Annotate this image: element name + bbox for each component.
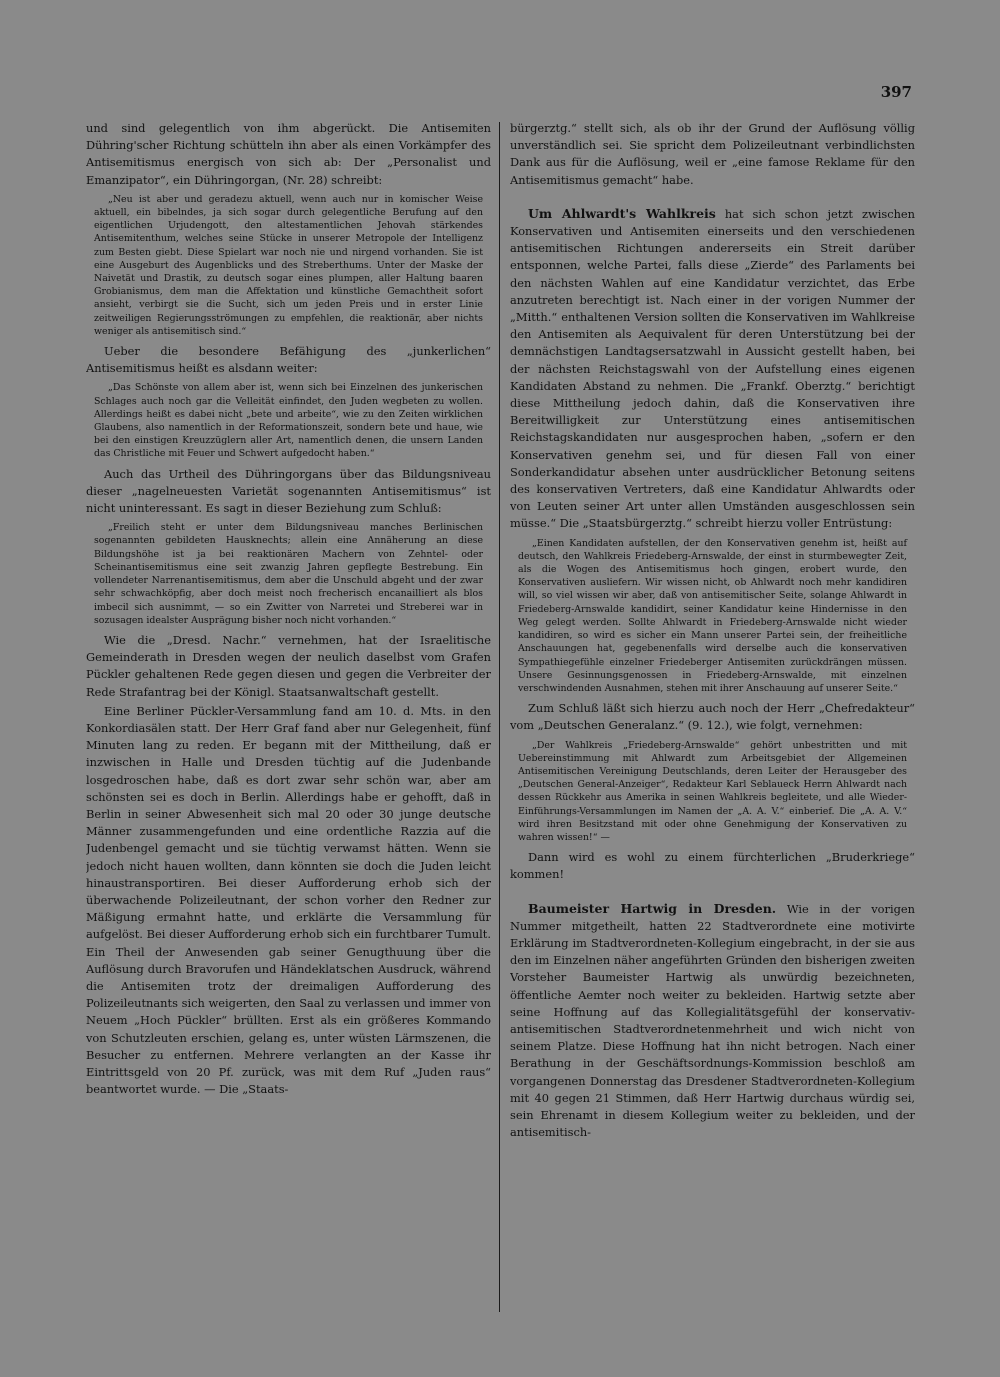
paragraph: Auch das Urtheil des Dühringorgans über das Bildungsniveau dieser „nagelneuesten Varietät sogenannten Antisemitismus“ ist nicht uninteressant. Es sagt in dieser Beziehung zum Schluß: xyxy=(86,466,491,516)
block-quote: „Neu ist aber und geradezu aktuell, wenn auch nur in komischer Weise aktuell, ein bibelndes, ja sich sogar durch gelegentliche Berufung auf den eigentlichen Urjudengott, den altestamentlichen Jehovah stärkendes Antisemitenthum, welches seine Stücke in unserer Metropole der Intelligenz zum Besten giebt. Diese Spielart war noch nie und nirgend vorhanden. Sie ist eine Ausgeburt des Augenblicks und des Streberthums. Unter der Maske der Naivetät und Drastik, zu deutsch sogar eines plumpen, aller Haltung baaren Grobianismus, dem man die Affektation und künstliche Gemachtheit sofort ansieht, verbirgt sie die Sucht, sich um jeden Preis und in erster Linie zeitweiligen Regierungsströmungen zu empfehlen, die reaktionär, aber nichts weniger als antisemitisch sind.“ xyxy=(94,193,483,337)
article-headline: Um Ahlwardt's Wahlkreis xyxy=(528,205,716,221)
column-divider xyxy=(499,122,500,1312)
paragraph-text: Wie in der vorigen Nummer mitgetheilt, hatten 22 Stadtverordnete eine motivirte Erklärung im Stadtverordneten-Kollegium eingebracht, in der sie aus den im Einzelnen näher angeführten Gründen den bisherigen zweiten Vorsteher Baumeister Hartwig als unwürdig bezeichneten, öffentliche Aemter noch weiter zu bekleiden. Hartwig setzte aber seine Hoffnung auf das Kollegialitätsgefühl der konservativ-antisemitischen Stadtverordnetenmehrheit und wich nicht von seinem Platze. Diese Hoffnung hat ihn nicht betrogen. Nach einer Berathung in der Geschäftsordnungs-Kommission beschloß am vorgangenen Donnerstag das Dresdener Stadtverordneten-Kollegium mit 40 gegen 21 Stimmen, daß Herr Hartwig durchaus würdig sei, sein Ehrenamt in diesem Kollegium weiter zu bekleiden, und der antisemitisch- xyxy=(510,901,915,1140)
article-headline: Baumeister Hartwig in Dresden. xyxy=(528,900,777,916)
right-column xyxy=(510,120,915,1320)
article-paragraph xyxy=(510,205,915,533)
paragraph: bürgerztg.“ stellt sich, als ob ihr der Grund der Auflösung völlig unverständlich sei. Sie spricht dem Polizeileutnant verbindlichsten Dank aus für die Auflösung, weil er „eine famose Reklame für den Antisemitismus gemacht“ habe. xyxy=(510,121,915,187)
section-spacer xyxy=(510,191,915,205)
block-quote: „Der Wahlkreis „Friedeberg-Arnswalde“ gehört unbestritten und mit Uebereinstimmung mit Ahlwardt zum Arbeitsgebiet der Allgemeinen Antisemitischen Vereinigung Deutschlands, deren Leiter der Herausgeber des „Deutschen General-Anzeiger“, Redakteur Karl Seblaueck Herrn Ahlwardt nach dessen Rückkehr aus Amerika in seinen Wahlkreis begleitete, und alle Wieder-Einführungs-Versammlungen im Namen der „A. A. V.“ einberief. Die „A. A. V.“ wird ihren Besitzstand mit oder ohne Genehmigung der Konservativen zu wahren wissen!“ — xyxy=(518,739,907,843)
paragraph: Wie die „Dresd. Nachr.“ vernehmen, hat der Israelitische Gemeinderath in Dresden wegen der neulich daselbst vom Grafen Pückler gehaltenen Rede gegen diesen und gegen die Verbreiter der Rede Strafantrag bei der Königl. Staatsanwaltschaft gestellt. xyxy=(86,632,491,699)
page-number: 397 xyxy=(880,83,912,101)
section-spacer xyxy=(510,886,915,900)
paragraph: Zum Schluß läßt sich hierzu auch noch der Herr „Chefredakteur“ vom „Deutschen Generalanz.“ (9. 12.), wie folgt, vernehmen: xyxy=(510,701,915,733)
article-paragraph xyxy=(510,900,915,1142)
block-quote: „Einen Kandidaten aufstellen, der den Konservativen genehm ist, heißt auf deutsch, den Wahlkreis Friedeberg-Arnswalde, der einst in sturmbewegter Zeit, als die Wogen des Antisemitismus hoch gingen, erobert wurde, den Konservativen ausliefern. Wir wissen nicht, ob Ahlwardt noch mehr kandidiren will, so viel wissen wir aber, daß von antisemitischer Seite, solange Ahlwardt in Friedeberg-Arnswalde kandidirt, seiner Kandidatur keine Hindernisse in den Weg gelegt werden. Sollte Ahlwardt in Friedeberg-Arnswalde nicht wieder kandidiren, so wird es sicher ein Mann unserer Partei sein, der freiheitliche Anschauungen hat, gegebenenfalls wird derselbe auch die konservativen Sympathiegefühle einzelner Friedeberger Antisemiten zurückdrängen müssen. Unsere Gesinnungsgenossen in Friedeberg-Arnswalde, mit einzelnen verschwindenden Ausnahmen, stehen mit ihrer Anschauung auf unserer Seite.“ xyxy=(518,537,907,694)
paragraph-text: hat sich schon jetzt zwischen Konservativen und Antisemiten einerseits und den verschiedenen antisemitischen Richtungen andererseits ein Streit darüber entsponnen, welche Partei, falls diese „Zierde“ des Parlaments bei den nächsten Wahlen auf eine Kandidatur verzichtet, das Erbe anzutreten berechtigt ist. Nach einer in der vorigen Nummer der „Mitth.“ enthaltenen Version sollten die Konservativen im Wahlkreise den Antisemiten als Aequivalent für deren Unterstützung bei der demnächstigen Landtagsersatzwahl in Aussicht gestellt haben, bei der nächsten Reichstagswahl von der Aufstellung eines eigenen Kandidaten Abstand zu nehmen. Die „Frankf. Oberztg.“ berichtigt diese Mittheilung jedoch dahin, daß die Konservativen ihre Bereitwilligkeit zur Unterstützung eines antisemitischen Reichstagskandidaten nur ausgesprochen haben, „sofern er den Konservativen genehm sei, und für diesen Fall von einer Sonderkandidatur absehen unter ausdrücklicher Betonung seitens des konservativen Vertreters, daß eine Kandidatur Ahlwardts oder von Leuten seiner Art unter allen Umständen ausgeschlossen sein müsse.“ Die „Staatsbürgerztg.“ schreibt hierzu voller Entrüstung: xyxy=(510,206,915,531)
paragraph: Dann wird es wohl zu einem fürchterlichen „Bruderkriege“ kommen! xyxy=(510,850,915,882)
paragraph: und sind gelegentlich von ihm abgerückt. Die Antisemiten Dühring'scher Richtung schütteln ihn aber als einen Vorkämpfer des Antisemitismus energisch von sich ab: Der „Personalist und Emanzipator“, ein Dühringorgan, (Nr. 28) schreibt: xyxy=(86,121,491,187)
paragraph: Ueber die besondere Befähigung des „junkerlichen“ Antisemitismus heißt es alsdann weiter: xyxy=(86,344,491,376)
block-quote: „Freilich steht er unter dem Bildungsniveau manches Berlinischen sogenannten gebildeten Hausknechts; allein eine Annäherung an diese Bildungshöhe ist ja bei reaktionären Machern von Zehntel- oder Scheinantisemitismus eine seit zwanzig Jahren gepflegte Bestrebung. Ein vollendeter Narrenantisemitismus, dem aber die Unschuld abgeht und der zwar sehr schwachköpfig, aber doch meist noch frecherisch encanailliert als blos imbecil sich ausnimmt, — so ein Zwitter von Narretei und Streberei war in sozusagen idealster Ausprägung bisher noch nicht vorhanden.“ xyxy=(94,522,483,626)
left-column xyxy=(86,120,491,1320)
paragraph: Eine Berliner Pückler-Versammlung fand am 10. d. Mts. in den Konkordiasälen statt. Der Herr Graf fand aber nur Gelegenheit, fünf Minuten lang zu reden. Er begann mit der Mittheilung, daß er inzwischen in Halle und Dresden tüchtig auf die Judenbande losgedroschen habe, daß es dort zwar sehr schön war, aber am schönsten sei es doch in Berlin. Allerdings habe er gehofft, daß in Berlin in seiner Abwesenheit sich mal 20 oder 30 junge deutsche Männer zusammengefunden und eine ordentliche Razzia auf die Judenbengel gemacht und sie tüchtig verwamst hätten. Wenn sie jedoch nicht hauen wollten, dann könnten sie doch die Juden leicht hinaustransportiren. Bei dieser Aufforderung erhob sich der überwachende Polizeileutnant, der schon vorher den Redner zur Mäßigung ermahnt hatte, und erklärte die Versammlung für aufgelöst. Bei dieser Aufforderung erhob sich ein furchtbarer Tumult. Ein Theil der Anwesenden gab seiner Genugthuung über die Auflösung durch Bravorufen und Händeklatschen Ausdruck, während die Antisemiten trotz der dreimaligen Aufforderung des Polizeileutnants sich weigerten, den Saal zu verlassen und immer von Neuem „Hoch Pückler“ brüllten. Erst als ein größeres Kommando von Schutzleuten erschien, gelang es, unter wüsten Lärmszenen, die Besucher zu entfernen. Mehrere verlangten an der Kasse ihr Eintrittsgeld von 20 Pf. zurück, was mit dem Ruf „Juden raus“ beantwortet wurde. — Die „Staats- xyxy=(86,703,491,1097)
block-quote: „Das Schönste von allem aber ist, wenn sich bei Einzelnen des junkerischen Schlages auch noch gar die Velleität einfindet, den Juden wegbeten zu wollen. Allerdings heißt es dabei nicht „bete und arbeite“, wie zu den Zeiten wirklichen Glaubens, also namentlich in der Reformationszeit, sondern bete und haue, wie bei den einstigen Kreuzzüglern aller Art, namentlich denen, die unsern Landen das Christliche mit Feuer und Schwert aufgedocht haben.“ xyxy=(94,382,483,460)
